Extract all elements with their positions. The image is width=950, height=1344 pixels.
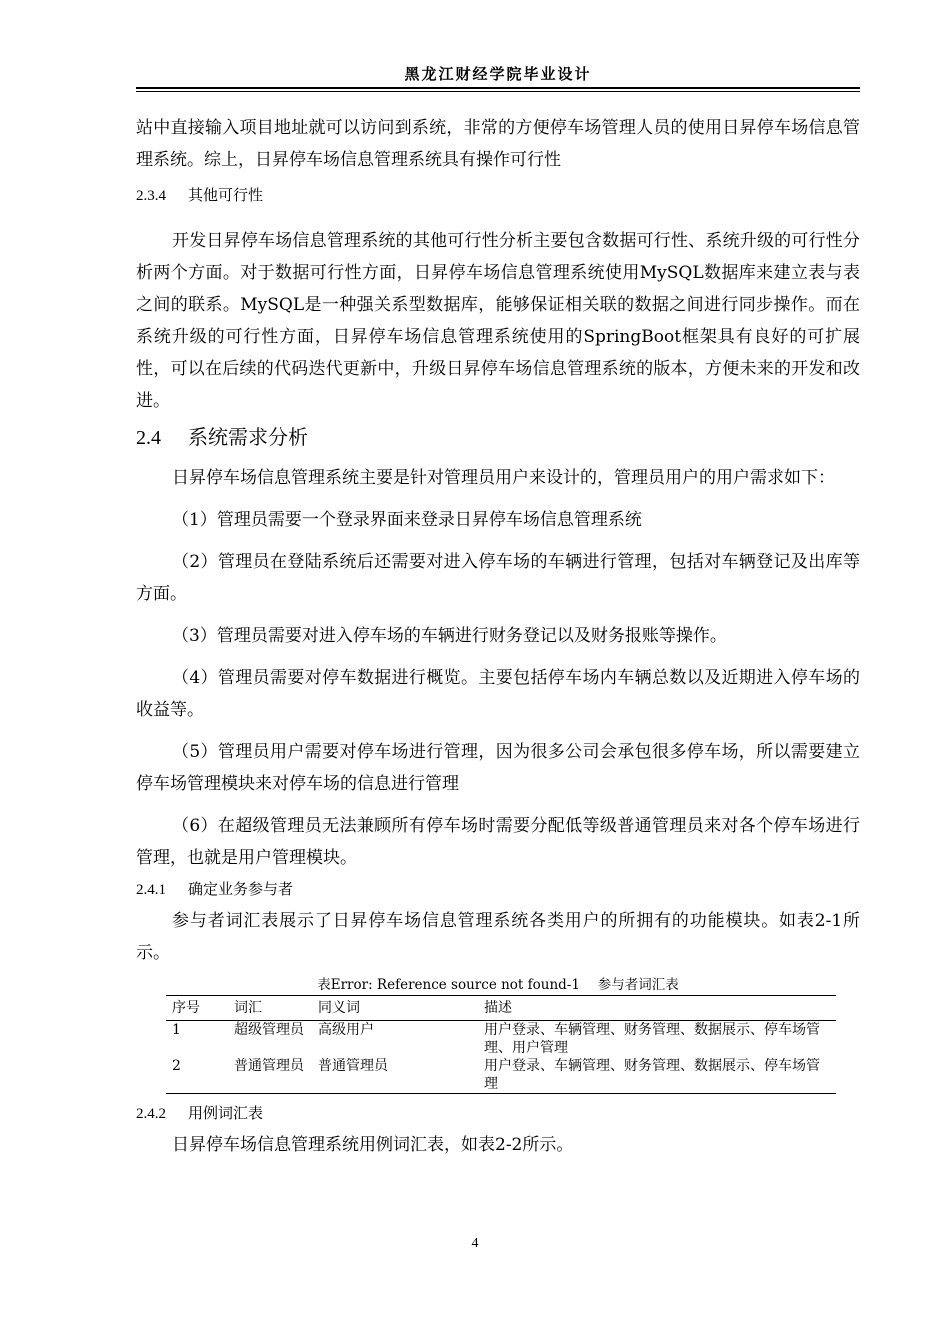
section-heading-2-4 (136, 419, 860, 456)
subsection-number: 2.4.2 (136, 1106, 166, 1122)
running-header: 黑龙江财经学院毕业设计 (404, 65, 592, 83)
requirement-item: （1）管理员需要一个登录界面来登录日昇停车场信息管理系统 (172, 510, 642, 530)
table-header-cell: 描述 (484, 1000, 512, 1016)
requirement-item: （6）在超级管理员无法兼顾所有停车场时需要分配低等级普通管理员来对各个停车场进行管理，也就是用户管理模块。 (136, 816, 860, 868)
table-header-cell: 词汇 (234, 1000, 262, 1016)
subsection-number: 2.4.1 (136, 882, 166, 898)
subsection-title: 用例词汇表 (188, 1104, 264, 1122)
requirement-item: （5）管理员用户需要对停车场进行管理，因为很多公司会承包很多停车场，所以需要建立停车场管理模块来对停车场的信息进行管理 (136, 742, 860, 794)
table-cell: 2 (172, 1058, 181, 1074)
paragraph: 参与者词汇表展示了日昇停车场信息管理系统各类用户的所拥有的功能模块。如表2-1所示。 (136, 911, 860, 963)
subsection-heading-2-3-4 (136, 180, 860, 211)
page-number: 4 (471, 1236, 479, 1251)
table-cell: 普通管理员 (234, 1058, 304, 1074)
table-cell: 超级管理员 (234, 1022, 304, 1038)
participant-glossary-table (166, 995, 836, 1094)
paragraph: 开发日昇停车场信息管理系统的其他可行性分析主要包含数据可行性、系统升级的可行性分析两个方面。对于数据可行性方面，日昇停车场信息管理系统使用MySQL数据库来建立表与表之间的联系。MySQL是一种强关系型数据库，能够保证相关联的数据之间进行同步操作。而在系统升级的可行性方面，日昇停车场信息管理系统使用的SpringBoot框架具有良好的可扩展性，可以在后续的代码迭代更新中，升级日昇停车场信息管理系统的版本，方便未来的开发和改进。 (136, 231, 860, 411)
body-content (136, 112, 860, 1161)
section-number: 2.4 (136, 427, 161, 449)
table-row (166, 1057, 836, 1094)
table-row (166, 1021, 836, 1058)
table-caption: 表Error: Reference source not found-1 参与者词汇表 (317, 977, 679, 993)
table-header-cell: 同义词 (318, 1000, 360, 1016)
subsection-title: 确定业务参与者 (188, 880, 294, 898)
table-cell: 高级用户 (318, 1022, 374, 1038)
subsection-number: 2.3.4 (136, 188, 166, 204)
table-cell: 用户登录、车辆管理、财务管理、数据展示、停车场管理、用户管理 (484, 1022, 820, 1056)
subsection-heading-2-4-1 (136, 874, 860, 905)
header-rule-thin (136, 91, 860, 92)
table-header-cell: 序号 (172, 1000, 200, 1016)
table-cell: 用户登录、车辆管理、财务管理、数据展示、停车场管理 (484, 1058, 820, 1092)
paragraph: 日昇停车场信息管理系统用例词汇表，如表2-2所示。 (172, 1135, 574, 1155)
requirement-item: （4）管理员需要对停车数据进行概览。主要包括停车场内车辆总数以及近期进入停车场的收益等。 (136, 668, 860, 720)
requirement-item: （2）管理员在登陆系统后还需要对进入停车场的车辆进行管理，包括对车辆登记及出库等方面。 (136, 552, 860, 604)
header-rule-thick (136, 87, 860, 89)
table-cell: 1 (172, 1022, 181, 1038)
paragraph: 站中直接输入项目地址就可以访问到系统，非常的方便停车场管理人员的使用日昇停车场信息管理系统。综上，日昇停车场信息管理系统具有操作可行性 (136, 118, 860, 170)
paragraph: 日昇停车场信息管理系统主要是针对管理员用户来设计的，管理员用户的用户需求如下： (172, 468, 835, 488)
subsection-title: 其他可行性 (188, 186, 264, 204)
table-cell: 普通管理员 (318, 1058, 388, 1074)
section-title: 系统需求分析 (188, 425, 308, 449)
table-header-row (166, 996, 836, 1021)
subsection-heading-2-4-2 (136, 1098, 860, 1129)
requirement-item: （3）管理员需要对进入停车场的车辆进行财务登记以及财务报账等操作。 (172, 626, 727, 646)
